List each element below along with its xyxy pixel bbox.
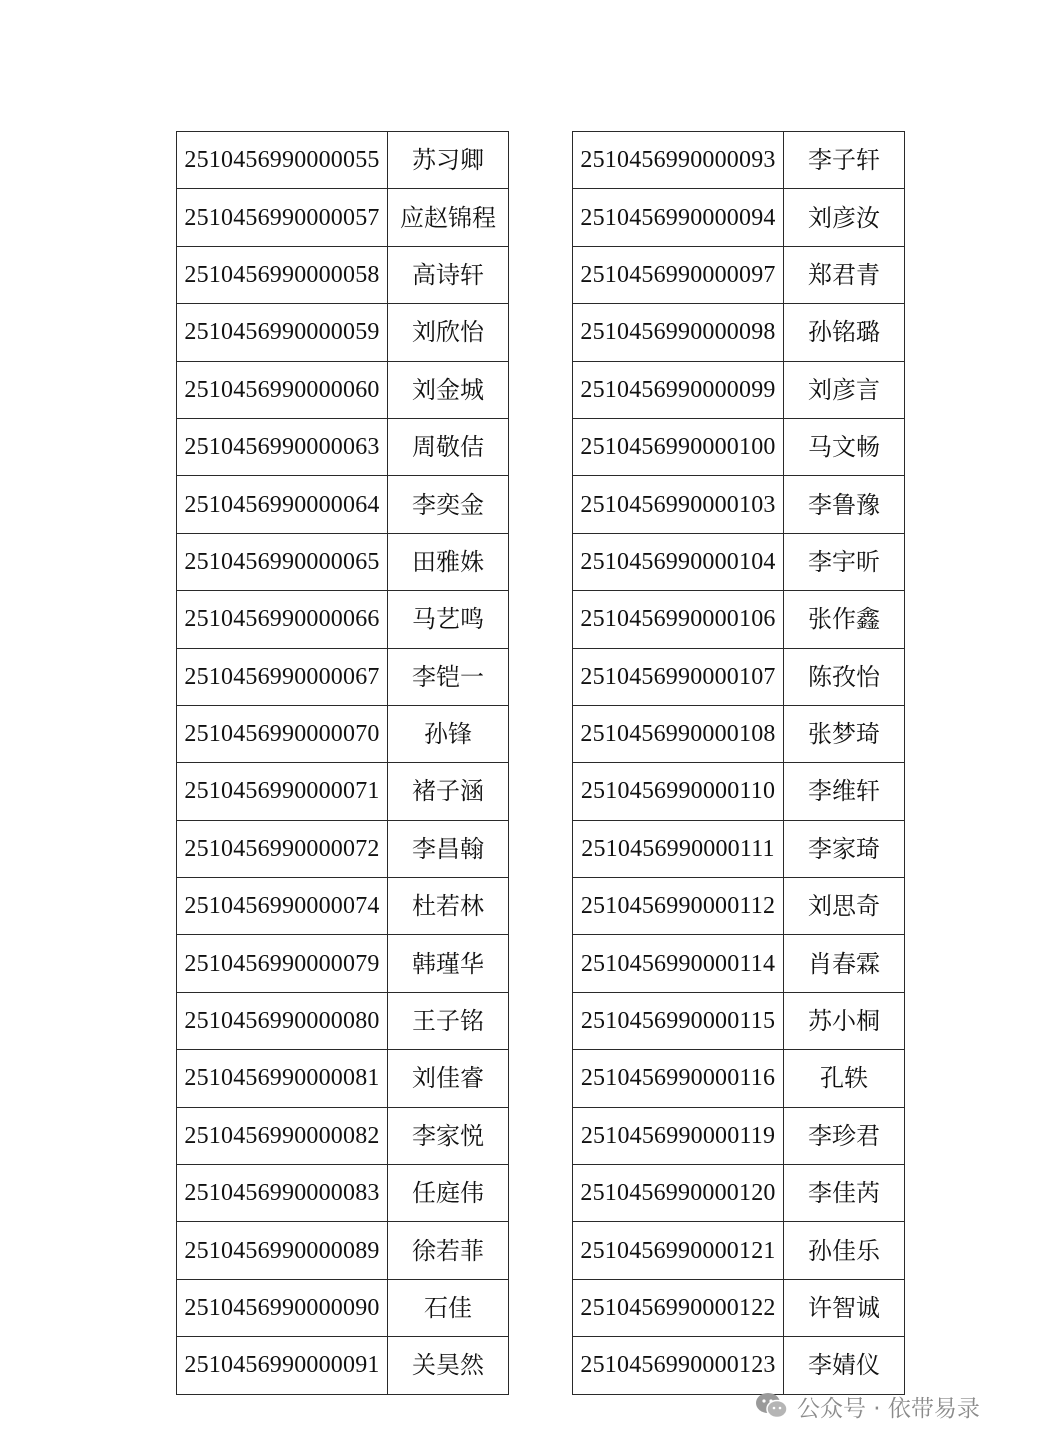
exam-id-cell: 2510456990000070 [177,705,388,762]
exam-id-cell: 2510456990000121 [573,1222,784,1279]
exam-id-cell: 2510456990000071 [177,763,388,820]
student-name-cell: 李铠一 [388,648,509,705]
table-row [177,763,509,820]
student-name-cell: 周敬佶 [388,418,509,475]
exam-id-cell: 2510456990000094 [573,189,784,246]
table-row [177,878,509,935]
table-row [573,992,905,1049]
table-row [573,935,905,992]
student-name-cell: 李珍君 [784,1107,905,1164]
exam-id-cell: 2510456990000122 [573,1279,784,1336]
student-name-cell: 张作鑫 [784,591,905,648]
table-row [573,189,905,246]
student-name-cell: 许智诚 [784,1279,905,1336]
exam-id-cell: 2510456990000091 [177,1337,388,1394]
student-name-cell: 李佳芮 [784,1165,905,1222]
student-name-cell: 马艺鸣 [388,591,509,648]
student-name-cell: 关昊然 [388,1337,509,1394]
student-name-cell: 高诗轩 [388,246,509,303]
student-name-cell: 石佳 [388,1279,509,1336]
exam-id-cell: 2510456990000099 [573,361,784,418]
student-name-cell: 李昌翰 [388,820,509,877]
exam-id-cell: 2510456990000080 [177,992,388,1049]
table-row [573,1337,905,1394]
table-row [177,820,509,877]
student-name-cell: 孙佳乐 [784,1222,905,1279]
exam-id-cell: 2510456990000097 [573,246,784,303]
exam-id-cell: 2510456990000111 [573,820,784,877]
table-row [177,1279,509,1336]
student-name-cell: 李子轩 [784,132,905,189]
student-name-cell: 李维轩 [784,763,905,820]
student-name-cell: 孔轶 [784,1050,905,1107]
table-row [573,418,905,475]
exam-id-cell: 2510456990000057 [177,189,388,246]
table-row [177,1222,509,1279]
table-row [177,1337,509,1394]
table-row [573,1165,905,1222]
table-row [177,304,509,361]
exam-id-cell: 2510456990000063 [177,418,388,475]
table-row [573,878,905,935]
table-row [573,246,905,303]
student-name-cell: 苏小桐 [784,992,905,1049]
exam-id-cell: 2510456990000104 [573,533,784,590]
table-row [177,476,509,533]
table-row [177,648,509,705]
table-row [177,992,509,1049]
table-row [573,820,905,877]
exam-id-cell: 2510456990000090 [177,1279,388,1336]
exam-id-cell: 2510456990000107 [573,648,784,705]
table-row [573,705,905,762]
student-name-cell: 徐若菲 [388,1222,509,1279]
wechat-icon [755,1391,789,1421]
table-row [573,1107,905,1164]
exam-id-cell: 2510456990000093 [573,132,784,189]
exam-id-cell: 2510456990000074 [177,878,388,935]
exam-id-cell: 2510456990000081 [177,1050,388,1107]
student-name-cell: 王子铭 [388,992,509,1049]
watermark-text: 公众号 · 依带易录 [797,1395,980,1422]
exam-id-cell: 2510456990000072 [177,820,388,877]
exam-id-cell: 2510456990000100 [573,418,784,475]
student-name-cell: 任庭伟 [388,1165,509,1222]
table-row [177,189,509,246]
exam-id-cell: 2510456990000089 [177,1222,388,1279]
table-row [573,361,905,418]
table-row [573,648,905,705]
student-name-cell: 李鲁豫 [784,476,905,533]
student-name-cell: 苏习卿 [388,132,509,189]
exam-id-cell: 2510456990000065 [177,533,388,590]
table-row [177,1165,509,1222]
table-row [177,1107,509,1164]
exam-id-cell: 2510456990000108 [573,705,784,762]
table-row [177,591,509,648]
student-name-cell: 陈孜怡 [784,648,905,705]
table-row [177,533,509,590]
table-row [177,1050,509,1107]
student-name-cell: 褚子涵 [388,763,509,820]
student-name-cell: 韩瑾华 [388,935,509,992]
student-name-cell: 刘思奇 [784,878,905,935]
student-name-cell: 刘彦汝 [784,189,905,246]
exam-id-cell: 2510456990000120 [573,1165,784,1222]
student-name-cell: 刘彦言 [784,361,905,418]
table-row [177,246,509,303]
exam-id-cell: 2510456990000060 [177,361,388,418]
student-name-cell: 李家琦 [784,820,905,877]
exam-id-cell: 2510456990000123 [573,1337,784,1394]
student-name-cell: 马文畅 [784,418,905,475]
student-name-cell: 肖春霖 [784,935,905,992]
table-row [573,763,905,820]
exam-id-cell: 2510456990000067 [177,648,388,705]
roster-table-left [176,131,509,1395]
student-name-cell: 李宇昕 [784,533,905,590]
student-name-cell: 刘金城 [388,361,509,418]
watermark [755,1388,980,1424]
table-row [573,1222,905,1279]
table-row [177,935,509,992]
exam-id-cell: 2510456990000115 [573,992,784,1049]
student-name-cell: 田雅姝 [388,533,509,590]
roster-table-right [572,131,905,1395]
table-row [177,361,509,418]
table-row [573,132,905,189]
student-name-cell: 李家悦 [388,1107,509,1164]
exam-id-cell: 2510456990000079 [177,935,388,992]
exam-id-cell: 2510456990000064 [177,476,388,533]
exam-id-cell: 2510456990000110 [573,763,784,820]
student-name-cell: 孙铭璐 [784,304,905,361]
table-row [573,533,905,590]
student-name-cell: 李奕金 [388,476,509,533]
exam-id-cell: 2510456990000059 [177,304,388,361]
exam-id-cell: 2510456990000114 [573,935,784,992]
student-name-cell: 应赵锦程 [388,189,509,246]
exam-id-cell: 2510456990000082 [177,1107,388,1164]
student-name-cell: 刘佳睿 [388,1050,509,1107]
exam-id-cell: 2510456990000055 [177,132,388,189]
exam-id-cell: 2510456990000066 [177,591,388,648]
table-row [573,476,905,533]
student-name-cell: 郑君青 [784,246,905,303]
table-row [573,1050,905,1107]
exam-id-cell: 2510456990000103 [573,476,784,533]
table-row [573,1279,905,1336]
exam-id-cell: 2510456990000058 [177,246,388,303]
table-row [177,705,509,762]
exam-id-cell: 2510456990000112 [573,878,784,935]
student-name-cell: 杜若林 [388,878,509,935]
table-row [177,132,509,189]
student-name-cell: 李婧仪 [784,1337,905,1394]
student-name-cell: 张梦琦 [784,705,905,762]
table-row [177,418,509,475]
table-row [573,304,905,361]
table-row [573,591,905,648]
student-name-cell: 刘欣怡 [388,304,509,361]
exam-id-cell: 2510456990000116 [573,1050,784,1107]
student-name-cell: 孙锋 [388,705,509,762]
exam-id-cell: 2510456990000106 [573,591,784,648]
exam-id-cell: 2510456990000083 [177,1165,388,1222]
exam-id-cell: 2510456990000119 [573,1107,784,1164]
exam-id-cell: 2510456990000098 [573,304,784,361]
